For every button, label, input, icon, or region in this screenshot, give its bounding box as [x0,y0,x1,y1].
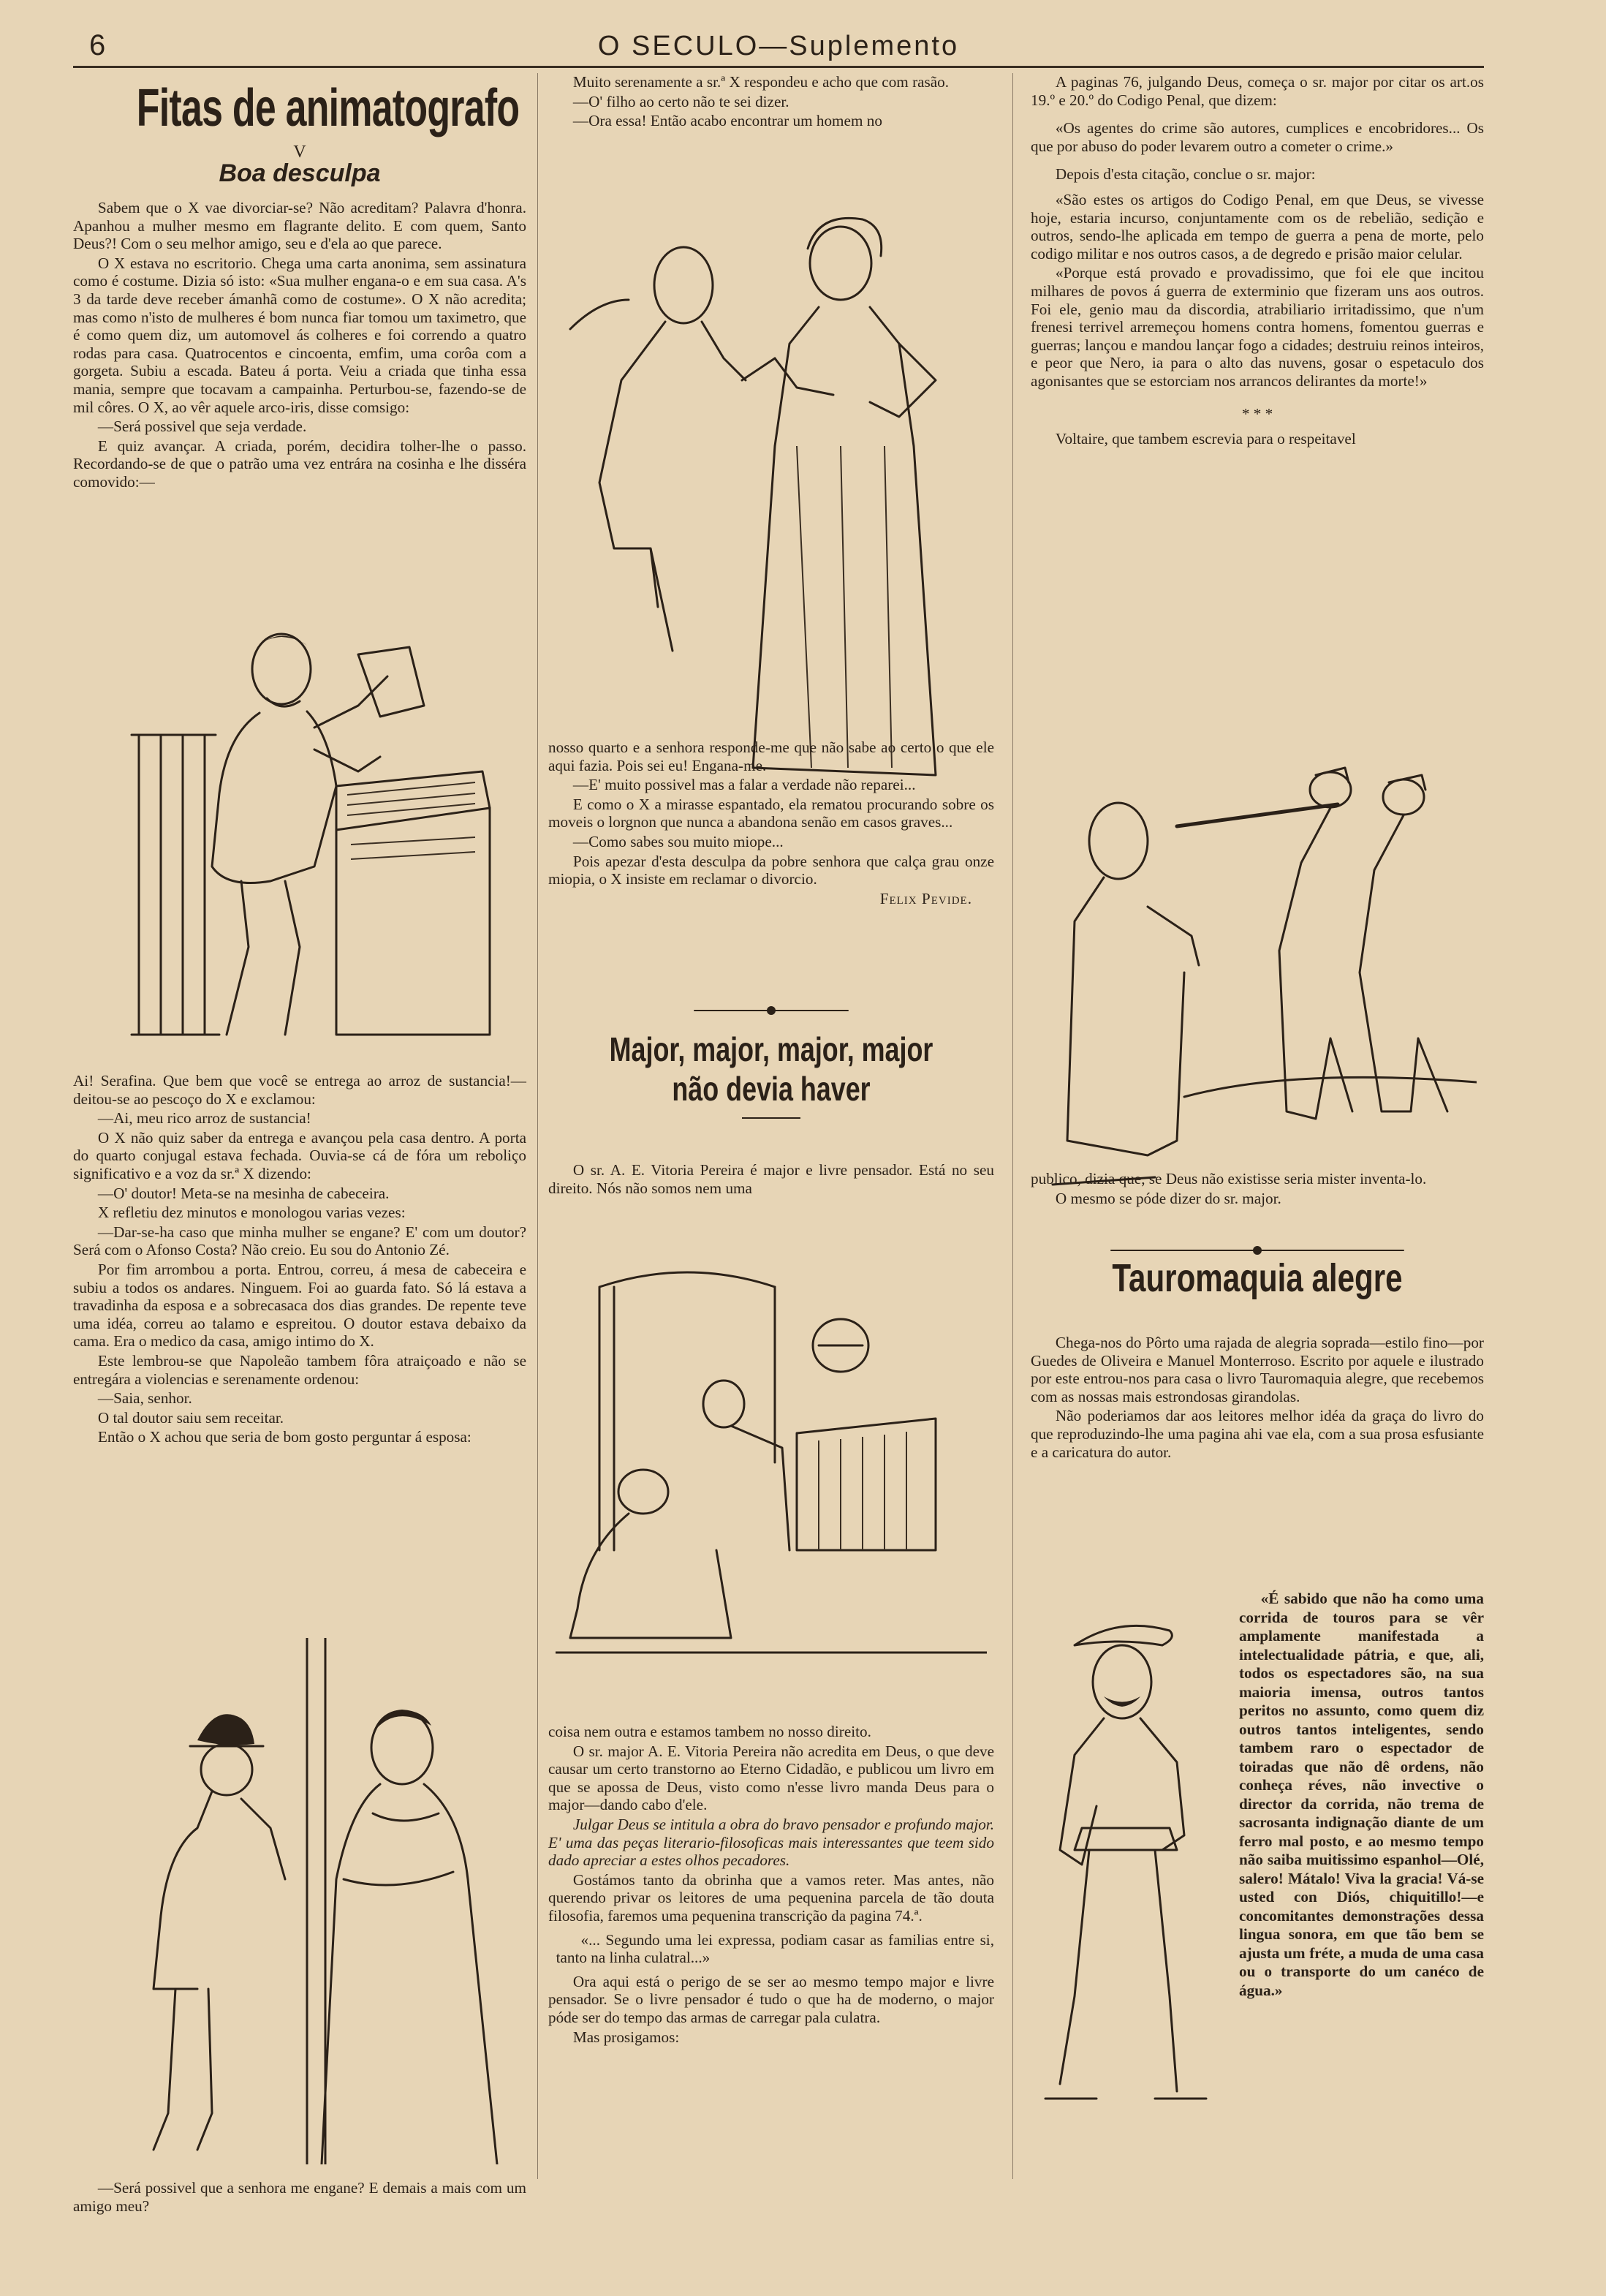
paragraph: —O' filho ao certo não te sei dizer. [572,92,789,110]
paragraph: Depois d'esta citação, conclue o sr. major: [1055,165,1316,184]
fitas-body-1 [73,199,526,493]
paragraph: —E' muito possivel mas a falar a verdade não reparei... [572,776,916,794]
ornament [548,1003,994,1022]
touro-body [1031,1334,1484,1462]
quote: «Porque está provado e provadissimo, que foi ele que incitou milhares de povos á guerra de exterminio que fizeram uns aos outros. Foi ele, genio mau da discordia, atrabiliario irritadissimo, que n'um frenesi terrivel arremeçou homens contra homens, fomentou guerras e guerras; lançou e mandou lançar fogo a cidades; destruiu reinos inteiros, e peor que Nero, ia para o alto das nuvens, gosar o espetaculo dos agonisantes que se estorciam nos arrancos delirantes da morte!» [1031,264,1484,390]
touro-quote [1239,1590,1484,2001]
column-divider [537,73,538,2179]
paragraph: O tal doutor saiu sem receitar. [97,1408,284,1427]
major-continuation-2 [1031,1170,1484,1209]
paragraph: Pois apezar d'esta desculpa da pobre senhora que calça grau onze miopia, o X insiste em reclamar o divorcio. [548,852,994,888]
paragraph: Voltaire, que tambem escrevia para o respeitavel [1055,430,1356,448]
paragraph: Ai! Serafina. Que bem que você se entrega ao arroz de sustancia!—deitou-se ao pescoço do X e exclamou: [73,1072,526,1108]
quote: «Os agentes do crime são autores, cumplices e encobridores... Os que por abuso do poder levarem outro a cometer o crime.» [1031,119,1484,155]
column-divider [1012,73,1013,2179]
paragraph: —Saia, senhor. [97,1389,192,1408]
major-header [548,1030,994,1119]
caption: —Será possivel que a senhora me engane? E demais a mais com um amigo meu? [73,2179,526,2215]
paragraph: coisa nem outra e estamos tambem no nosso direito. [548,1723,871,1740]
paragraph: —Como sabes sou muito miope... [572,832,784,850]
illustration-men-in-court [556,1243,987,1696]
paragraph: O X não quiz saber da entrega e avançou pela casa dentro. A porta do quarto conjugal estava fechada. Ouvia-se cá de fóra um reboliço significativo e a voz da sr.ª X dizendo: [73,1128,526,1182]
masthead [73,26,1484,67]
paragraph: X refletiu dez minutos e monologou varias vezes: [97,1204,406,1222]
paragraph: Ora aqui está o perigo de se ser ao mesmo tempo major e livre pensador. Se o livre pensador é tudo o que ha de moderno, o major póde ser do tempo das armas de carregar pala culatra. [548,1972,994,2026]
paragraph: —Dar-se-ha caso que minha mulher se engane? E' com um doutor? Será com o Afonso Costa? Não creio. Eu sou do Antonio Zé. [73,1223,526,1259]
fitas-subtitle: Boa desculpa [219,159,381,187]
paragraph: —Ora essa! Então acabo encontrar um homem no [572,112,882,130]
signature: Felix Pevide. [879,889,972,907]
paragraph: O sr. major A. E. Vitoria Pereira não acredita em Deus, o que deve causar um certo transtorno ao Eterno Cidadão, e publicou um livro em que se apossa de Deus, visto como n'esse livro manda Deus para o major—dando cabo d'ele. [548,1742,994,1814]
paragraph: —Ai, meu rico arroz de sustancia! [97,1109,311,1128]
paragraph: publico, dizia que, se Deus não existisse seria mister inventa-lo. [1031,1170,1427,1187]
masthead-title: O SECULO—Suplemento [597,31,960,61]
paragraph: Gostámos tanto da obrinha que a vamos reter. Mas antes, não querendo privar os leitores de uma pequenina parcela de tão douta filosofia, faremos uma pequenina transcrição da pagina 74.ª. [548,1870,994,1925]
paragraph: E quiz avançar. A criada, porém, decidira tolher-lhe o passo. Recordando-se de que o patrão uma vez entrára na cosinha e lhe disséra comovido:— [73,437,526,491]
paragraph: —Será possivel que seja verdade. [97,418,307,436]
paragraph: Mas prosigamos: [572,2028,680,2046]
paragraph: Então o X achou que seria de bom gosto perguntar á esposa: [97,1428,471,1446]
paragraph: Por fim arrombou a porta. Entrou, correu, á mesa de cabeceira e subiu a todos os andares. Ninguem. Foi ao guarda fato. Só lá estava a travadinha da esposa e a sobrecasaca dos dias grandes. De repente teve uma idéa, correu ao talamo e espreitou. O doutor estava debaixo da cama. Era o medico da casa, amigo intimo do X. [73,1260,526,1351]
paragraph: O mesmo se póde dizer do sr. major. [1055,1189,1281,1207]
stars: * * * [1241,404,1273,423]
paragraph: Julgar Deus se intitula a obra do bravo pensador e profundo major. E' uma das peças literario-filosoficas mais interessantes que teem sido dado apreciar a estes olhos pecadores. [548,1815,994,1870]
paragraph: E como o X a mirasse espantado, ela rematou procurando sobre os moveis o lorgnon que nunca a abandona senão em casos graves... [548,795,994,831]
illustration-man-and-wife [88,1638,519,2164]
major-title-line2: não devia haver [672,1070,871,1108]
paragraph: Sabem que o X vae divorciar-se? Não acreditam? Palavra d'honra. Apanhou a mulher mesmo em flagrante delito. E com quem, Santo Deus?! Com o seu melhor amigo, seu e d'ela ao que parece. [73,199,526,253]
paragraph: Muito serenamente a sr.ª X respondeu e acho que com rasão. [572,73,950,91]
major-continuation-1 [1031,73,1484,450]
fitas-continuation-2 [548,739,994,909]
fitas-header [73,78,526,198]
paragraph: Não poderiamos dar aos leitores melhor idéa da graça do livro do que reproduzindo-lhe uma pagina ahi vae ela, com a sua prosa esfusiante e a caricatura do autor. [1031,1407,1484,1461]
fitas-caption [73,2179,526,2216]
page-number: 6 [89,29,106,61]
illustration-shooting-squad [1038,731,1477,1214]
paragraph: nosso quarto e a senhora responde-me que não sabe ao certo o que ele aqui fazia. Pois sei eu! Engana-me. [548,739,994,774]
masthead-rule [73,66,1484,68]
major-title-line1: Major, major, major, major [609,1030,933,1068]
paragraph: O sr. A. E. Vitoria Pereira é major e livre pensador. Está no seu direito. Nós não somos nem uma [548,1161,994,1197]
illustration-man-reading-letter [95,625,512,1057]
quote: «É sabido que não ha como uma corrida de touros para se vêr amplamente manifestada a intelectualidade pátria, e que, ali, todos os espectadores são, na sua maioria imensa, outros tantos peritos no assunto, como quem diz outros tantos inteligentes, sendo tambem raro o espectador de toiradas que não dê ordens, não conheça réves, não invective o director da corrida, não trema de sacrosanta indignação diante de um ferro mal posto, e ao mesmo tempo não saiba muitissimo espanhol—Olé, salero! Mátalo! Viva la gracia! Vá-se usted con Diós, chiquitillo!—e concomitantes demonstrações dessa lingua sonora, em que tão bem se ajusta um fréte, a muda de uma casa ou o transporte do um canéco de água.» [1239,1590,1484,1999]
fitas-number: V [293,143,306,162]
fitas-continuation-1 [548,73,994,132]
fitas-title: Fitas de animatografo [136,79,520,137]
touro-header [1031,1256,1484,1300]
paragraph: Este lembrou-se que Napoleão tambem fôra atraiçoado e não se entregára a violencias e serenamente ordenou: [73,1351,526,1388]
fitas-body-2 [73,1072,526,1448]
touro-title: Tauromaquia alegre [1112,1256,1403,1300]
quote: «... Segundo uma lei expressa, podiam casar as familias entre si, tanto na linha culatral...» [556,1930,994,1967]
major-body-1 [548,1161,994,1198]
paragraph: A paginas 76, julgando Deus, começa o sr. major por citar os art.os 19.º e 20.º do Codigo Penal, que dizem: [1031,73,1484,109]
paragraph: O X estava no escritorio. Chega uma carta anonima, sem assinatura como é costume. Dizia só isto: «Sua mulher engana-o e em sua casa. A's 3 da tarde deve receber ámanhã como de costume». O X não acredita; mas como n'isto de mulheres é bom nunca fiar tomou um taximetro, que é como quem diz, um automovel ás colheres e foi correndo a quatro rodas para casa. Quatrocentos e cincoenta, emfim, uma corôa com a gorgeta. Subiu a escada. Bateu á porta. Veiu a criada que tinha essa mania, sempre que tocavam a campainha. Perturbou-se, fazendo-se de mil côres. O X, ao vêr aquele arco-iris, disse comsigo: [73,254,526,416]
paragraph: —O' doutor! Meta-se na mesinha de cabeceira. [97,1184,390,1202]
illustration-spanish-caricature [1031,1587,1235,2128]
paragraph: Chega-nos do Pôrto uma rajada de alegria soprada—estilo fino—por Guedes de Oliveira e Manuel Monterroso. Escrito por aquele e ilustrado por este entrou-nos para casa o livro Tauromaquia alegre, que recebemos com as nossas mais estrondosas girandolas. [1031,1334,1484,1405]
quote: «São estes os artigos do Codigo Penal, em que Deus, se vivesse hoje, estaria incurso, conjuntamente com os de rebelião, sedição e outros, sendo-lhe aplicada em tempo de guerra a pena de morte, pelo codigo militar e nos outros casos, a de degredo e prisão maior celular. [1031,190,1484,263]
major-body-2 [548,1723,994,2047]
illustration-couple-nightgown [556,139,987,797]
